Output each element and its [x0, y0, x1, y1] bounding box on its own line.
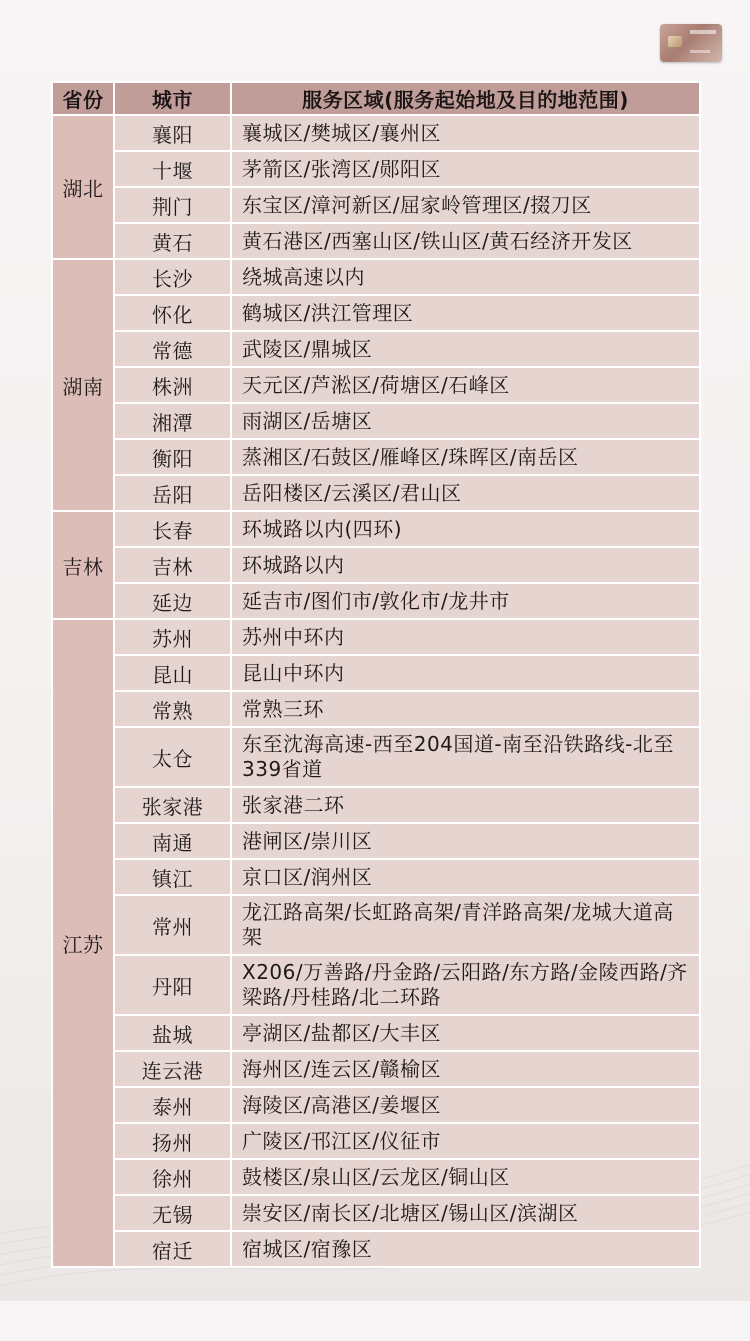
city-cell: 怀化: [114, 295, 231, 331]
area-cell: 港闸区/崇川区: [231, 823, 700, 859]
city-cell: 长春: [114, 511, 231, 547]
table-row: [52, 691, 700, 727]
area-cell: 襄城区/樊城区/襄州区: [231, 115, 700, 151]
table-row: [52, 295, 700, 331]
table-row: [52, 331, 700, 367]
table-row: [52, 475, 700, 511]
area-cell: 广陵区/邗江区/仪征市: [231, 1123, 700, 1159]
city-cell: 丹阳: [114, 955, 231, 1015]
bank-card-icon: [660, 24, 722, 62]
area-cell: X206/万善路/丹金路/云阳路/东方路/金陵西路/齐梁路/丹桂路/北二环路: [231, 955, 700, 1015]
table-row: [52, 583, 700, 619]
area-cell: 环城路以内(四环): [231, 511, 700, 547]
city-cell: 长沙: [114, 259, 231, 295]
city-cell: 太仓: [114, 727, 231, 787]
city-cell: 宿迁: [114, 1231, 231, 1267]
city-cell: 南通: [114, 823, 231, 859]
province-cell: 江苏: [52, 619, 114, 1267]
table-row: [52, 187, 700, 223]
area-cell: 海州区/连云区/赣榆区: [231, 1051, 700, 1087]
table-row: [52, 1195, 700, 1231]
city-cell: 盐城: [114, 1015, 231, 1051]
area-cell: 蒸湘区/石鼓区/雁峰区/珠晖区/南岳区: [231, 439, 700, 475]
city-cell: 株洲: [114, 367, 231, 403]
service-area-table: [51, 81, 701, 1268]
table-row: [52, 727, 700, 787]
area-cell: 绕城高速以内: [231, 259, 700, 295]
city-cell: 徐州: [114, 1159, 231, 1195]
province-cell: 吉林: [52, 511, 114, 619]
city-cell: 昆山: [114, 655, 231, 691]
table-row: [52, 859, 700, 895]
city-cell: 十堰: [114, 151, 231, 187]
table-row: [52, 1159, 700, 1195]
area-cell: 海陵区/高港区/姜堰区: [231, 1087, 700, 1123]
table-row: [52, 439, 700, 475]
table-row: [52, 1123, 700, 1159]
area-cell: 鹤城区/洪江管理区: [231, 295, 700, 331]
table-row: [52, 403, 700, 439]
area-cell: 武陵区/鼎城区: [231, 331, 700, 367]
province-cell: 湖南: [52, 259, 114, 511]
city-cell: 黄石: [114, 223, 231, 259]
city-cell: 常州: [114, 895, 231, 955]
table-row: [52, 955, 700, 1015]
city-cell: 常熟: [114, 691, 231, 727]
city-cell: 延边: [114, 583, 231, 619]
table-body: [52, 115, 700, 1267]
header-city: 城市: [114, 82, 231, 115]
city-cell: 镇江: [114, 859, 231, 895]
city-cell: 荆门: [114, 187, 231, 223]
table-row: [52, 259, 700, 295]
header-province: 省份: [52, 82, 114, 115]
table-row: [52, 547, 700, 583]
table-row: [52, 823, 700, 859]
table-header-row: [52, 82, 700, 115]
area-cell: 环城路以内: [231, 547, 700, 583]
area-cell: 东至沈海高速-西至204国道-南至沿铁路线-北至339省道: [231, 727, 700, 787]
table-row: [52, 367, 700, 403]
card-chip-icon: [668, 36, 682, 47]
area-cell: 延吉市/图们市/敦化市/龙井市: [231, 583, 700, 619]
table-row: [52, 511, 700, 547]
area-cell: 昆山中环内: [231, 655, 700, 691]
table-row: [52, 151, 700, 187]
area-cell: 宿城区/宿豫区: [231, 1231, 700, 1267]
city-cell: 吉林: [114, 547, 231, 583]
city-cell: 湘潭: [114, 403, 231, 439]
table-row: [52, 223, 700, 259]
table-row: [52, 1231, 700, 1267]
city-cell: 襄阳: [114, 115, 231, 151]
city-cell: 苏州: [114, 619, 231, 655]
city-cell: 无锡: [114, 1195, 231, 1231]
table-row: [52, 1087, 700, 1123]
table-row: [52, 787, 700, 823]
area-cell: 张家港二环: [231, 787, 700, 823]
province-cell: 湖北: [52, 115, 114, 259]
table-row: [52, 619, 700, 655]
area-cell: 黄石港区/西塞山区/铁山区/黄石经济开发区: [231, 223, 700, 259]
area-cell: 龙江路高架/长虹路高架/青洋路高架/龙城大道高架: [231, 895, 700, 955]
city-cell: 衡阳: [114, 439, 231, 475]
city-cell: 张家港: [114, 787, 231, 823]
table-row: [52, 895, 700, 955]
table-row: [52, 1051, 700, 1087]
area-cell: 苏州中环内: [231, 619, 700, 655]
city-cell: 岳阳: [114, 475, 231, 511]
city-cell: 连云港: [114, 1051, 231, 1087]
area-cell: 岳阳楼区/云溪区/君山区: [231, 475, 700, 511]
area-cell: 雨湖区/岳塘区: [231, 403, 700, 439]
area-cell: 京口区/润州区: [231, 859, 700, 895]
city-cell: 常德: [114, 331, 231, 367]
table-row: [52, 655, 700, 691]
city-cell: 泰州: [114, 1087, 231, 1123]
header-area: 服务区域(服务起始地及目的地范围): [231, 82, 700, 115]
area-cell: 崇安区/南长区/北塘区/锡山区/滨湖区: [231, 1195, 700, 1231]
city-cell: 扬州: [114, 1123, 231, 1159]
area-cell: 亭湖区/盐都区/大丰区: [231, 1015, 700, 1051]
area-cell: 鼓楼区/泉山区/云龙区/铜山区: [231, 1159, 700, 1195]
area-cell: 常熟三环: [231, 691, 700, 727]
area-cell: 东宝区/漳河新区/屈家岭管理区/掇刀区: [231, 187, 700, 223]
table-row: [52, 115, 700, 151]
area-cell: 天元区/芦淞区/荷塘区/石峰区: [231, 367, 700, 403]
table-row: [52, 1015, 700, 1051]
area-cell: 茅箭区/张湾区/郧阳区: [231, 151, 700, 187]
